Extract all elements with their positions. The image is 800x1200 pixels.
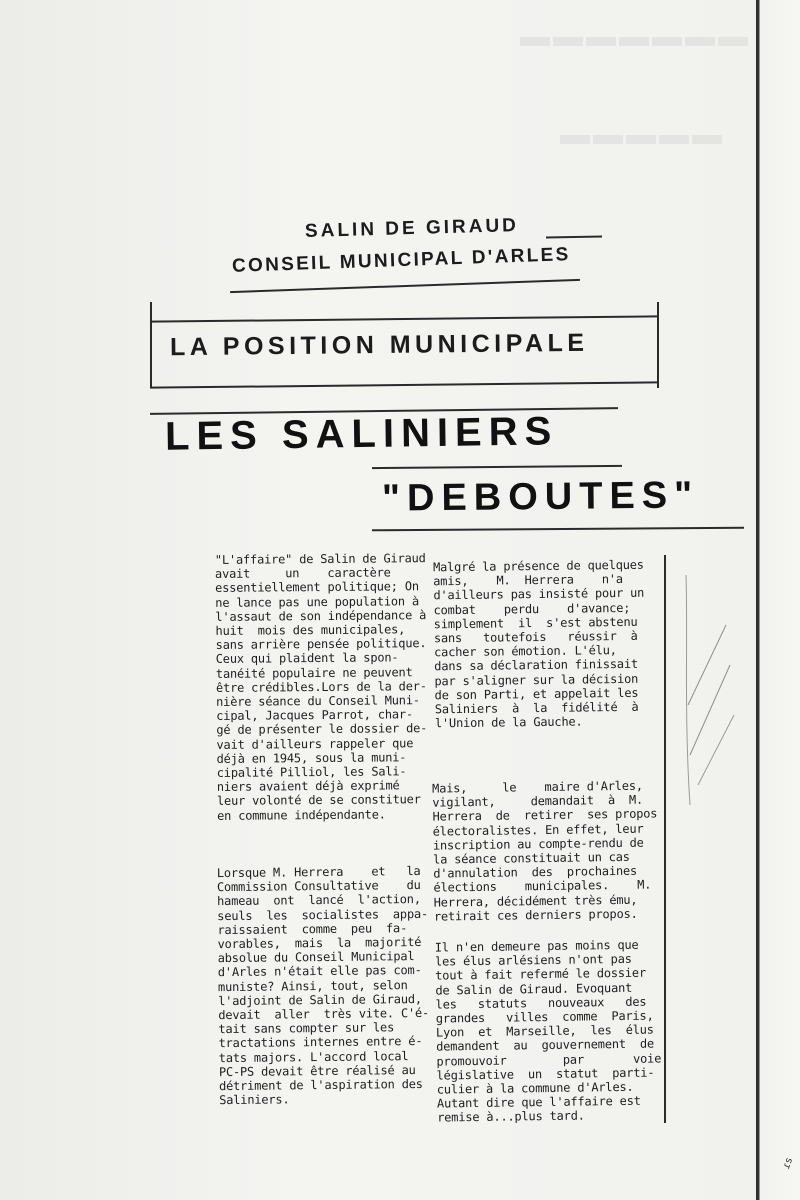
show-through: ▬▬▬▬▬▬▬ bbox=[520, 20, 751, 53]
binder-edge bbox=[756, 0, 800, 1200]
headline-line-1: LES SALINIERS bbox=[164, 409, 559, 459]
box-title: LA POSITION MUNICIPALE bbox=[169, 328, 589, 362]
headline-line-2: "DEBOUTES" bbox=[381, 474, 700, 520]
article-paragraph-2: Lorsque M. Herrera et la Commission Consultative du hameau ont lancé l'action, seuls les socialistes appa- raissaient comme peu fa- vorables, mais la majorité absolue du Conseil Municipal d'Arles n'était elle pas com- muniste? Ainsi, tout, selon l'adjoint de Salin de Giraud, devait aller très vite. C'é- tait sans compter sur les tractations internes entre é- tats majors. L'accord local PC-PS devait être réalisé au détriment de l'aspiration des Saliniers. bbox=[216, 863, 430, 1108]
show-through: ▬▬▬▬▬ bbox=[560, 118, 725, 151]
article-paragraph-3: Malgré la présence de quelques amis, M. Herrera n'a d'ailleurs pas insisté pour un combat perdu d'avance; simplement il s'est abstenu sans toutefois réussir à cacher son émotion. L'élu, dans sa déclaration finissait par s'aligner sur la décision de son Parti, et appelait les Saliniers à la fidélité à l'Union de la Gauche. bbox=[432, 557, 645, 731]
article-paragraph-1: "L'affaire" de Salin de Giraud avait un caractère essentiellement politique; On ne lance pas une population à l'assaut de son indépendance à huit mois des municipales, sans arrière pensée politique. Ceux qui plaident la spon- tanéité populaire ne peuvent être crédibles.Lors de la der- nière séance du Conseil Muni- cipal, Jacques Parrot, char- gé de présenter le dossier de- vait d'ailleurs rappeler que déjà en 1945, sous la muni- cipalité Pilliol, les Sali- niers avaient déjà exprimé leur volonté de se constituer en commune indépendante. bbox=[214, 551, 428, 823]
corner-mark: ɾs bbox=[780, 1155, 796, 1172]
kicker-council: CONSEIL MUNICIPAL D'ARLES bbox=[231, 244, 571, 277]
pencil-marks bbox=[668, 555, 758, 815]
article-paragraph-4: Mais, le maire d'Arles, vigilant, demandait à M. Herrera de retirer ses propos électoralistes. En effet, leur inscription au compte-rendu de la séance constituait un cas d'annulation des prochaines élections municipales. M. Herrera, décidément très ému, retirait ces derniers propos. bbox=[432, 778, 658, 924]
kicker-location: SALIN DE GIRAUD bbox=[304, 215, 520, 242]
article-paragraph-5: Il n'en demeure pas moins que les élus arlésiens n'ont pas tout à fait refermé le dossier de Salin de Giraud. Evoquant les statuts nouveaux des grandes villes comme Paris, Lyon et Marseille, les élus demandent au gouvernement de promouvoir par voie législative un statut parti- culier à la commune d'Arles. Autant dire que l'affaire est remise à...plus tard. bbox=[434, 937, 662, 1125]
column-rule bbox=[664, 555, 666, 1123]
